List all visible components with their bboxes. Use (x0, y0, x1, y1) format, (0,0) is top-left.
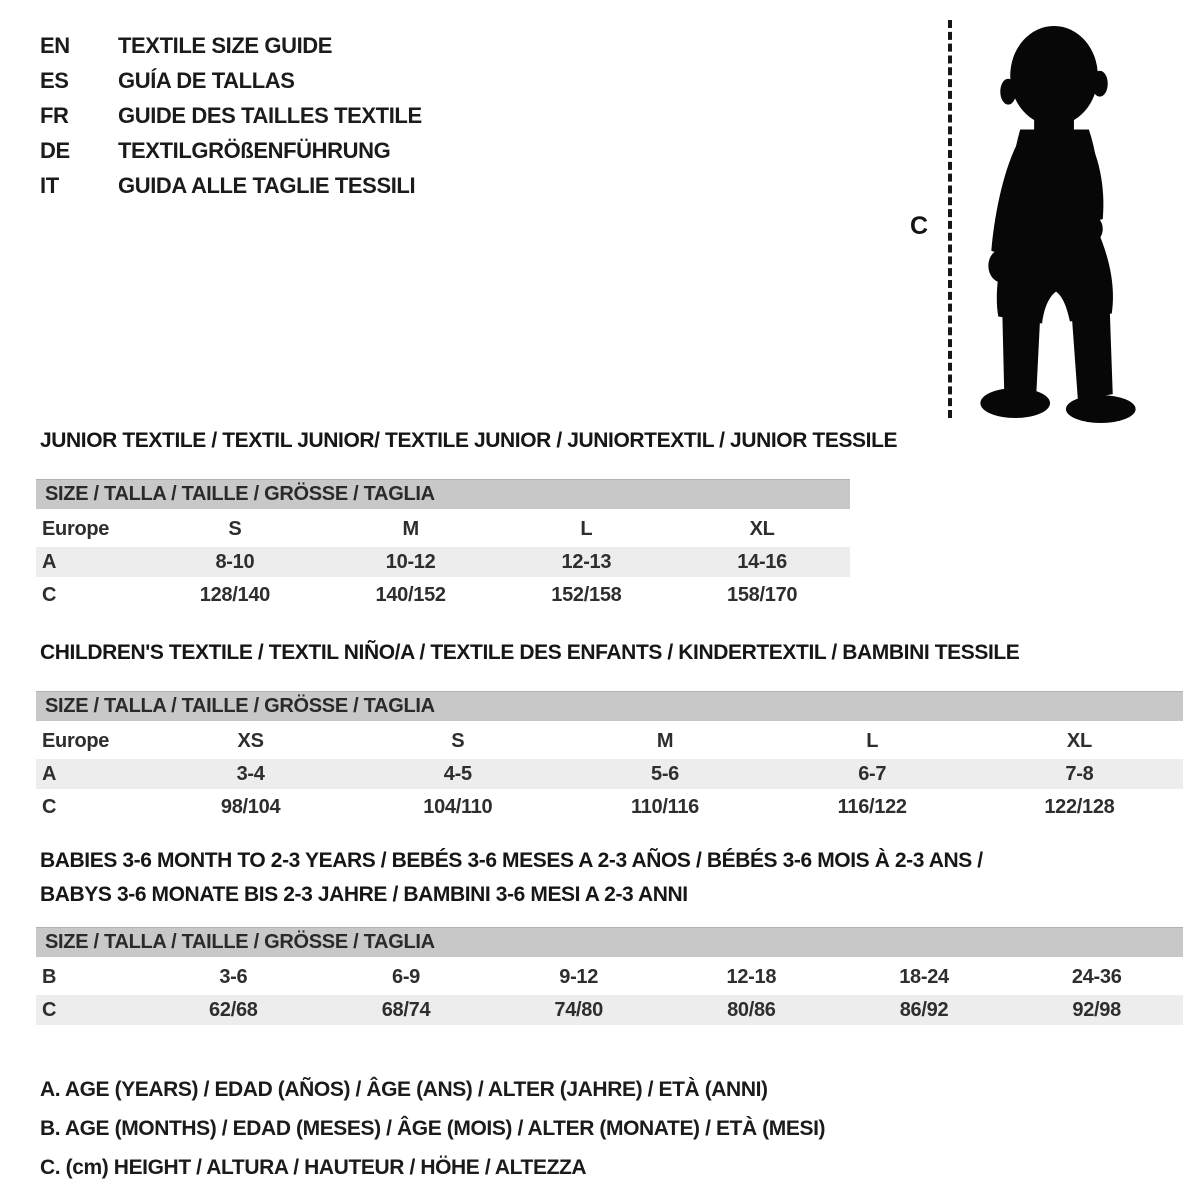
column-header-cell: XS (237, 730, 264, 752)
language-title: GUIDA ALLE TAGLIE TESSILI (118, 173, 416, 198)
language-code: EN (40, 33, 70, 58)
table-cell: 80/86 (727, 999, 776, 1021)
column-header-cell: L (580, 518, 593, 540)
table-cell: 122/128 (1044, 796, 1115, 818)
table-cell: 74/80 (554, 999, 603, 1021)
table-row (36, 962, 1183, 992)
column-header-label: Europe (42, 518, 110, 540)
table-cell: 116/122 (837, 796, 907, 818)
table-cell: 7-8 (1065, 763, 1094, 785)
table-cell: 9-12 (559, 966, 599, 988)
size-table (36, 479, 850, 610)
measure-c-label: C (910, 212, 929, 240)
column-header-cell: XL (1066, 730, 1092, 752)
language-title: GUIDE DES TAILLES TEXTILE (118, 103, 422, 128)
language-row (40, 28, 422, 63)
row-label: C (42, 796, 57, 818)
table-cell: 68/74 (381, 999, 431, 1021)
table-section-children (36, 636, 1183, 825)
language-title: GUÍA DE TALLAS (118, 68, 295, 93)
table-title: BABIES 3-6 MONTH TO 2-3 YEARS / BEBÉS 3-6 MESES A 2-3 AÑOS / BÉBÉS 3-6 MOIS À 2-3 ANS / (40, 849, 983, 872)
row-label: B (42, 966, 57, 988)
table-cell: 6-7 (858, 763, 887, 785)
row-label: A (42, 551, 57, 573)
table-row (36, 995, 1183, 1025)
height-measure-dashed-line (948, 20, 952, 418)
table-row (36, 547, 850, 577)
language-code: DE (40, 138, 70, 163)
row-label: C (42, 584, 57, 606)
column-header-cell: M (656, 730, 674, 752)
table-cell: 98/104 (220, 796, 281, 818)
language-title: TEXTILE SIZE GUIDE (118, 33, 333, 58)
column-header-row (36, 514, 850, 544)
table-cell: 3-4 (236, 763, 265, 785)
column-header-label: Europe (42, 730, 110, 752)
table-cell: 104/110 (423, 796, 493, 818)
table-title: JUNIOR TEXTILE / TEXTIL JUNIOR/ TEXTILE JUNIOR / JUNIORTEXTIL / JUNIOR TESSILE (40, 429, 898, 452)
row-label: A (42, 763, 57, 785)
table-cell: 5-6 (651, 763, 680, 785)
table-cell: 3-6 (219, 966, 248, 988)
size-band-header: SIZE / TALLA / TAILLE / GRÖSSE / TAGLIA (36, 691, 1183, 721)
table-cell: 128/140 (199, 584, 270, 606)
toddler-silhouette-icon (970, 16, 1145, 424)
table-cell: 140/152 (375, 584, 446, 606)
table-section-babies (36, 844, 1183, 1028)
language-row (40, 133, 422, 168)
table-cell: 92/98 (1072, 999, 1121, 1021)
table-cell: 158/170 (727, 584, 798, 606)
column-header-cell: S (228, 518, 242, 540)
table-cell: 18-24 (899, 966, 949, 988)
language-code: IT (40, 173, 59, 198)
table-row (36, 792, 1183, 822)
column-header-cell: M (402, 518, 419, 540)
height-measure-figure (900, 14, 1156, 426)
language-row (40, 98, 422, 133)
column-header-cell: S (451, 730, 465, 752)
table-cell: 12-18 (726, 966, 777, 988)
table-cell: 62/68 (209, 999, 258, 1021)
table-row (36, 580, 850, 610)
language-list (40, 28, 422, 203)
table-cell: 8-10 (215, 551, 255, 573)
table-cell: 24-36 (1071, 966, 1122, 988)
table-cell: 110/116 (631, 796, 699, 818)
note-line: A. AGE (YEARS) / EDAD (AÑOS) / ÂGE (ANS) / ALTER (JAHRE) / ETÀ (ANNI) (40, 1078, 768, 1101)
table-cell: 10-12 (385, 551, 436, 573)
footnotes (40, 1070, 825, 1187)
table-cell: 4-5 (443, 763, 472, 785)
table-row (36, 759, 1183, 789)
language-code: FR (40, 103, 69, 128)
language-code: ES (40, 68, 69, 93)
column-header-cell: XL (749, 518, 775, 540)
row-label: C (42, 999, 57, 1021)
size-band-header: SIZE / TALLA / TAILLE / GRÖSSE / TAGLIA (36, 927, 1183, 957)
table-section-junior (36, 424, 898, 613)
size-table (36, 691, 1183, 822)
size-band-header: SIZE / TALLA / TAILLE / GRÖSSE / TAGLIA (36, 479, 850, 509)
language-row (40, 63, 422, 98)
size-table (36, 927, 1183, 1025)
column-header-row (36, 726, 1183, 756)
table-cell: 86/92 (899, 999, 949, 1021)
note-line: C. (cm) HEIGHT / ALTURA / HAUTEUR / HÖHE / ALTEZZA (40, 1156, 587, 1179)
language-row (40, 168, 422, 203)
table-title: CHILDREN'S TEXTILE / TEXTIL NIÑO/A / TEXTILE DES ENFANTS / KINDERTEXTIL / BAMBINI TESSILE (40, 641, 1020, 664)
column-header-cell: L (866, 730, 879, 752)
table-cell: 6-9 (392, 966, 421, 988)
note-line: B. AGE (MONTHS) / EDAD (MESES) / ÂGE (MOIS) / ALTER (MONATE) / ETÀ (MESI) (40, 1117, 826, 1140)
language-title: TEXTILGRÖßENFÜHRUNG (118, 138, 391, 163)
table-cell: 14-16 (737, 551, 787, 573)
table-cell: 12-13 (561, 551, 612, 573)
table-cell: 152/158 (551, 584, 622, 606)
table-title: BABYS 3-6 MONATE BIS 2-3 JAHRE / BAMBINI 3-6 MESI A 2-3 ANNI (40, 883, 688, 906)
